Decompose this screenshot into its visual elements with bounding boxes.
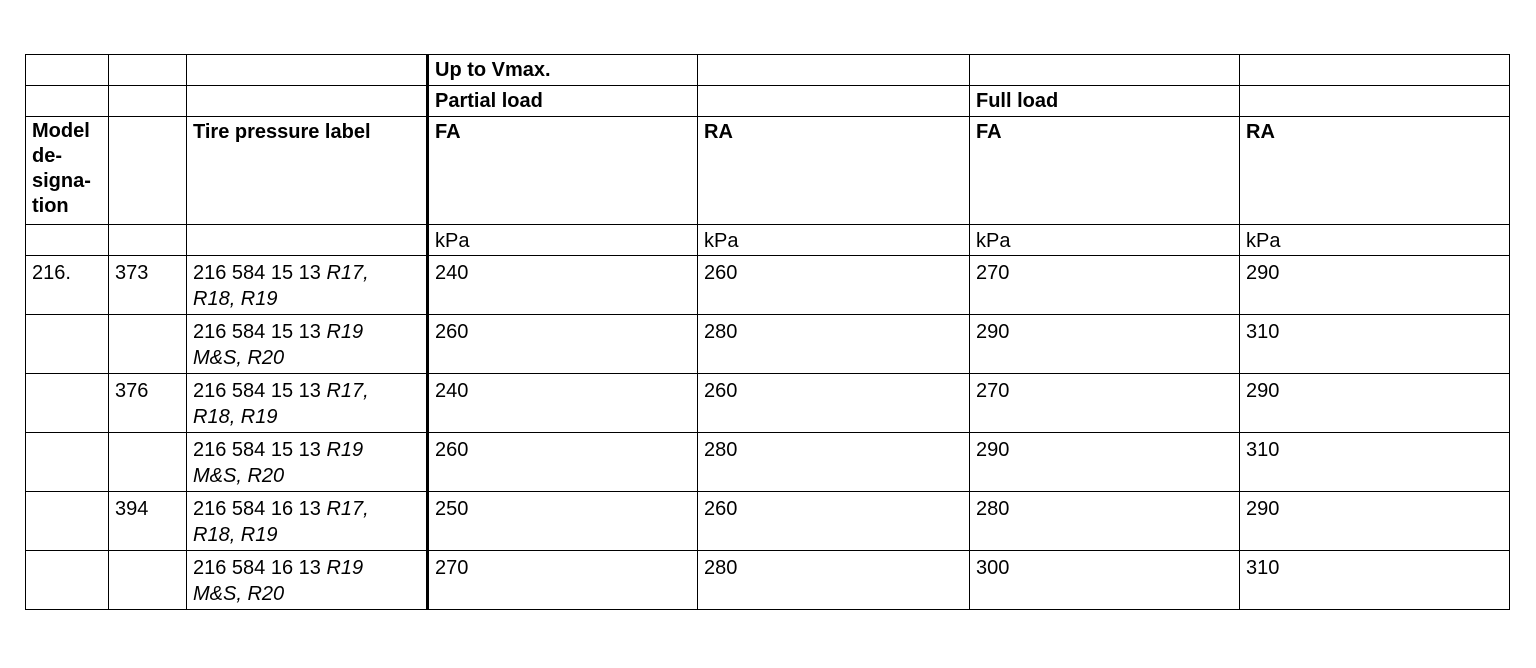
tire-label-cell	[187, 374, 428, 433]
model-designation-line: de-	[32, 145, 62, 167]
units-row	[26, 225, 1510, 256]
code-cell	[109, 433, 187, 492]
model-designation-line: tion	[32, 195, 69, 217]
label-size: R17,	[326, 498, 369, 520]
ra-full-value: 310	[1240, 315, 1510, 374]
ra-full-value: 290	[1240, 256, 1510, 315]
ra-partial-value: 280	[698, 551, 970, 610]
header-row-load	[26, 86, 1510, 117]
tire-label-cell	[187, 433, 428, 492]
header-row-columns	[26, 117, 1510, 225]
fa-full-header: FA	[970, 117, 1240, 225]
tire-pressure-label-header: Tire pressure label	[187, 117, 428, 225]
code-cell: 373	[109, 256, 187, 315]
fa-partial-value: 240	[428, 374, 698, 433]
ra-full-value: 290	[1240, 492, 1510, 551]
tire-label-cell	[187, 492, 428, 551]
label-size: M&S, R20	[193, 347, 285, 369]
empty-cell	[187, 225, 428, 256]
model-cell	[26, 492, 109, 551]
fa-partial-value: 260	[428, 315, 698, 374]
fa-full-value: 300	[970, 551, 1240, 610]
label-number: 216 584 16 13	[193, 498, 321, 520]
code-cell: 394	[109, 492, 187, 551]
empty-cell	[970, 55, 1240, 86]
label-number: 216 584 15 13	[193, 321, 321, 343]
model-cell	[26, 433, 109, 492]
label-size: R19	[326, 557, 364, 579]
tire-label-cell	[187, 551, 428, 610]
empty-cell	[698, 86, 970, 117]
model-cell	[26, 551, 109, 610]
empty-cell	[26, 225, 109, 256]
empty-cell	[187, 55, 428, 86]
header-row-vmax	[26, 55, 1510, 86]
ra-full-value: 290	[1240, 374, 1510, 433]
ra-partial-header: RA	[698, 117, 970, 225]
model-designation-header	[26, 117, 109, 225]
label-size: M&S, R20	[193, 465, 285, 487]
ra-partial-value: 260	[698, 374, 970, 433]
label-size: R18, R19	[193, 524, 278, 546]
empty-cell	[26, 86, 109, 117]
empty-cell	[1240, 86, 1510, 117]
label-size: R18, R19	[193, 288, 278, 310]
table-row	[26, 551, 1510, 610]
ra-partial-value: 260	[698, 256, 970, 315]
empty-cell	[1240, 55, 1510, 86]
table-row	[26, 256, 1510, 315]
empty-cell	[109, 55, 187, 86]
ra-full-header: RA	[1240, 117, 1510, 225]
fa-partial-value: 270	[428, 551, 698, 610]
fa-partial-value: 240	[428, 256, 698, 315]
ra-partial-value: 280	[698, 315, 970, 374]
model-cell	[26, 315, 109, 374]
table-row	[26, 374, 1510, 433]
fa-full-value: 290	[970, 315, 1240, 374]
empty-cell	[187, 86, 428, 117]
table-row	[26, 433, 1510, 492]
label-size: R18, R19	[193, 406, 278, 428]
model-cell: 216.	[26, 256, 109, 315]
empty-cell	[109, 86, 187, 117]
empty-cell	[26, 55, 109, 86]
tire-label-cell	[187, 256, 428, 315]
fa-full-value: 290	[970, 433, 1240, 492]
fa-full-value: 270	[970, 374, 1240, 433]
model-designation-line: signa-	[32, 170, 91, 192]
label-size: R17,	[326, 380, 369, 402]
empty-cell	[698, 55, 970, 86]
label-number: 216 584 15 13	[193, 380, 321, 402]
table-row	[26, 492, 1510, 551]
label-size: R19	[326, 439, 364, 461]
unit-cell: kPa	[970, 225, 1240, 256]
label-number: 216 584 16 13	[193, 557, 321, 579]
fa-partial-header: FA	[428, 117, 698, 225]
ra-full-value: 310	[1240, 433, 1510, 492]
table-row	[26, 315, 1510, 374]
empty-cell	[109, 117, 187, 225]
model-designation-line: Model	[32, 120, 90, 142]
model-designation-text	[32, 119, 102, 219]
tire-label-cell	[187, 315, 428, 374]
tire-pressure-table	[25, 54, 1510, 610]
unit-cell: kPa	[428, 225, 698, 256]
code-cell	[109, 551, 187, 610]
fa-partial-value: 260	[428, 433, 698, 492]
ra-partial-value: 280	[698, 433, 970, 492]
unit-cell: kPa	[1240, 225, 1510, 256]
empty-cell	[109, 225, 187, 256]
fa-full-value: 280	[970, 492, 1240, 551]
model-cell	[26, 374, 109, 433]
full-load-header: Full load	[970, 86, 1240, 117]
label-number: 216 584 15 13	[193, 262, 321, 284]
fa-full-value: 270	[970, 256, 1240, 315]
unit-cell: kPa	[698, 225, 970, 256]
up-to-vmax-header: Up to Vmax.	[428, 55, 698, 86]
label-size: R19	[326, 321, 364, 343]
ra-partial-value: 260	[698, 492, 970, 551]
label-size: M&S, R20	[193, 583, 285, 605]
label-number: 216 584 15 13	[193, 439, 321, 461]
code-cell	[109, 315, 187, 374]
code-cell: 376	[109, 374, 187, 433]
label-size: R17,	[326, 262, 369, 284]
fa-partial-value: 250	[428, 492, 698, 551]
ra-full-value: 310	[1240, 551, 1510, 610]
partial-load-header: Partial load	[428, 86, 698, 117]
